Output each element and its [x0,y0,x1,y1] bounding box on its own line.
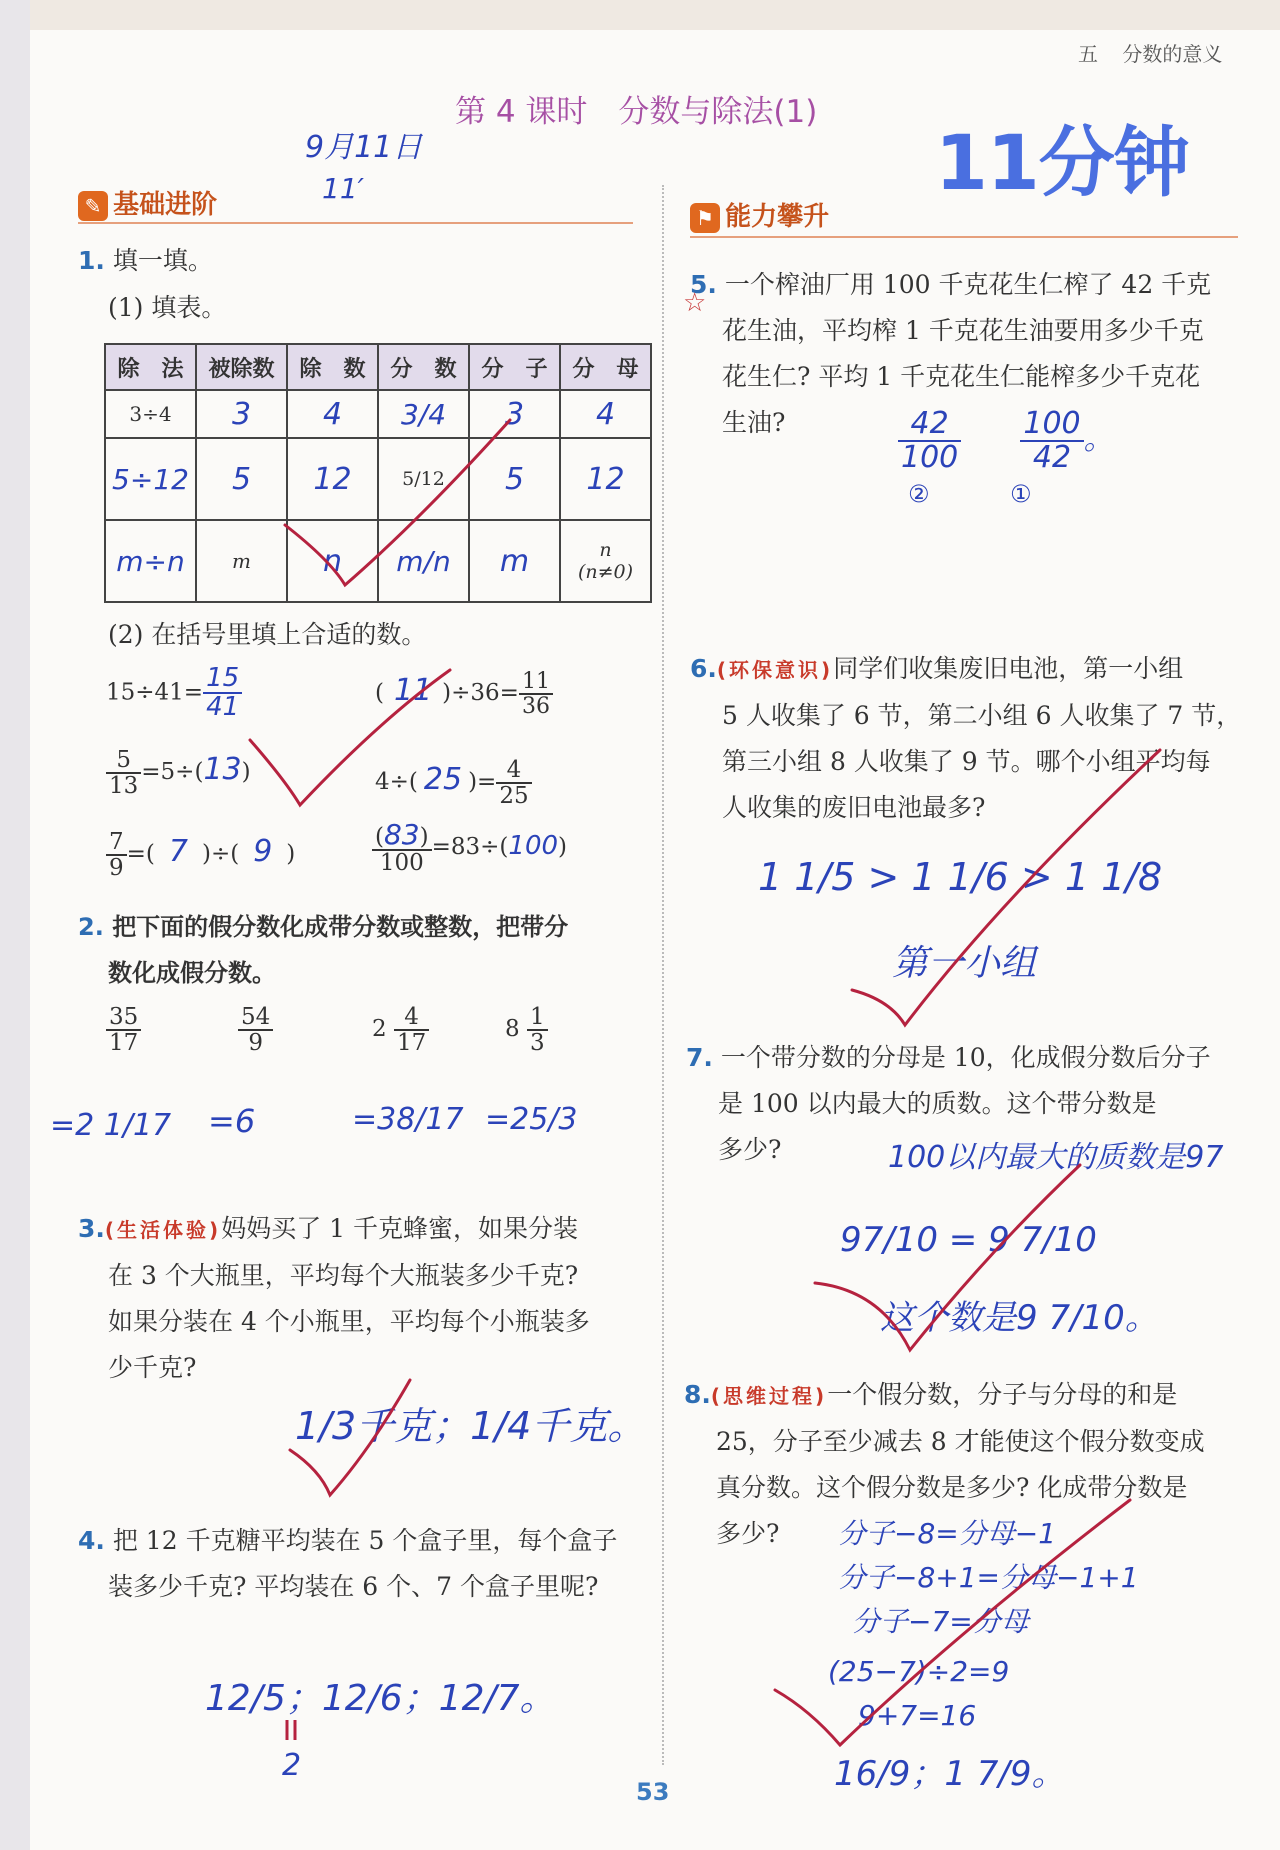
q2-item: $\frac{54}{9}$ [238,1005,273,1055]
table-cell: 5÷12 [105,438,196,520]
table-cell: m [469,520,560,602]
q8-step: (25−7)÷2=9 [828,1655,1010,1688]
q6-answer: 第一小组 [892,943,1037,984]
q8-step: 分子−8=分母−1 [838,1517,1057,1550]
table-header-cell: 分 母 [560,344,651,390]
q2-answer: =2 1/17 [50,1108,172,1143]
q2-answer: =6 [208,1102,256,1140]
equation-3: $\frac{5}{13}$ =5÷(13) [106,748,251,798]
q5-tag: ② [908,480,930,508]
q7-answer: 97/10 = 9 7/10 [840,1220,1097,1260]
table-cell: m/n [378,520,469,602]
unit-name: 分数的意义 [1122,42,1223,66]
q7-answer: 100以内最大的质数是97 [888,1140,1224,1175]
timer-overlay: 11分钟 [935,118,1189,207]
q4-answer: 12/5；12/6；12/7。 [205,1678,556,1719]
q8-work [828,1512,1139,1796]
table-cell: 3 [469,390,560,438]
q1-sub2: (2) 在括号里填上合适的数。 [108,620,427,649]
lesson-title: 第 4 课时 分数与除法(1) [455,94,818,130]
unit-label [1078,38,1222,67]
q3-answer: 1/3千克；1/4千克。 [295,1404,646,1448]
q7-answer: 这个数是9 7/10。 [880,1298,1159,1338]
q8-step: 分子−8+1=分母−1+1 [838,1561,1139,1594]
table-cell: 3÷4 [105,390,196,438]
division-table [104,343,652,603]
star-mark-icon: ☆ [683,288,707,318]
equation-6: $\frac{(83)}{100}$ =83÷(100) [372,820,567,876]
section-advance [690,196,829,233]
q1-title [78,238,213,284]
table-header-cell: 被除数 [196,344,287,390]
q6-question: 6.(环保意识)同学们收集废旧电池，第一小组 5 人收集了 6 节，第二小组 6 人收集了 7 节， 第三小组 8 人收集了 9 节。哪个小组平均每 人收集的废旧电池最多? [690,654,1242,822]
climber-icon: ⚑ [690,203,720,233]
section-rule [78,222,633,224]
q3-question: 3.(生活体验)妈妈买了 1 千克蜂蜜，如果分装 在 3 个大瓶里，平均每个大瓶装多少千克? 如果分装在 4 个小瓶里，平均每个小瓶装多 少千克? [78,1214,590,1382]
table-header-cell: 除 法 [105,344,196,390]
q4-question: 4. 把 12 千克糖平均装在 5 个盒子里，每个盒子 装多少千克? 平均装在 6 个、7 个盒子里呢? [78,1526,618,1601]
q2-answer: =38/17 [352,1102,464,1137]
unit-number: 五 [1078,42,1098,66]
table-row [105,438,651,520]
q2-item: $\frac{35}{17}$ [106,1005,141,1055]
table-cell: n (n≠0) [560,520,651,602]
table-row [105,520,651,602]
q1-sub1: (1) 填表。 [108,293,227,322]
table-cell: n [287,520,378,602]
handwritten-date: 9月11日 [305,130,423,165]
runner-icon: ✎ [78,191,108,221]
equation-2: ( 11 )÷36= $\frac{11}{36}$ [375,670,553,718]
section-advance-title: 能力攀升 [725,202,830,232]
table-cell: 3 [196,390,287,438]
q5-answer: $\frac{42}{100}$ $\frac{100}{42}$ 。 [898,408,1114,473]
nonzero-note: (n≠0) [577,561,634,583]
table-cell: 5 [196,438,287,520]
table-header-cell: 分 子 [469,344,560,390]
table-cell: 5/12 [378,438,469,520]
table-cell: 4 [287,390,378,438]
equation-5: $\frac{7}{9}$ =( 7 )÷( 9 ) [106,830,295,880]
table-header-cell: 除 数 [287,344,378,390]
q8-step: 16/9；1 7/9。 [834,1754,1066,1794]
q4-note: 2 [282,1748,302,1783]
equation-1: 15÷41= $\frac{15}{41}$ [106,665,242,722]
table-cell: 12 [560,438,651,520]
section-basic-title: 基础进阶 [113,190,218,220]
q6-answer: 1 1/5 > 1 1/6 > 1 1/8 [758,855,1163,899]
page-number: 53 [636,1778,670,1806]
q5-tag: ① [1010,480,1032,508]
section-rule [690,236,1238,238]
q8-step: 分子−7=分母 [852,1605,1029,1638]
table-cell: 12 [287,438,378,520]
section-basic [78,184,217,221]
table-row [105,390,651,438]
q8-step: 9+7=16 [858,1699,977,1732]
column-divider [662,185,664,1765]
q2-item: 2 $\frac{4}{17}$ [372,1005,429,1055]
q2-item: 8 $\frac{1}{3}$ [505,1005,548,1055]
q1-text: 填一填。 [112,246,213,275]
q7-question: 7. 一个带分数的分母是 10，化成假分数后分子 是 100 以内最大的质数。这个带分数是 多少? [686,1043,1211,1164]
table-cell: m÷n [105,520,196,602]
book-spine [0,0,30,1850]
table-cell: 3/4 [378,390,469,438]
equation-4: 4÷( 25 )= $\frac{4}{25}$ [375,758,532,808]
table-cell: 4 [560,390,651,438]
q1-number: 1. [78,246,105,275]
table-header-cell: 分 数 [378,344,469,390]
table-cell: m [196,520,287,602]
q5-question: 5. 一个榨油厂用 100 千克花生仁榨了 42 千克 花生油，平均榨 1 千克花生油要用多少千克 花生仁? 平均 1 千克花生仁能榨多少千克花 生油? [690,270,1212,437]
q8-question: 8.(思维过程)一个假分数，分子与分母的和是 25，分子至少减去 8 才能使这个假分数变成 真分数。这个假分数是多少? 化成带分数是 多少? [684,1380,1205,1548]
q2-answer: =25/3 [485,1102,578,1137]
table-cell: 5 [469,438,560,520]
table-header-row [105,344,651,390]
handwritten-time: 11′ [322,172,364,205]
q2-question: 2. 把下面的假分数化成带分数或整数，把带分 数化成假分数。 [78,913,569,987]
